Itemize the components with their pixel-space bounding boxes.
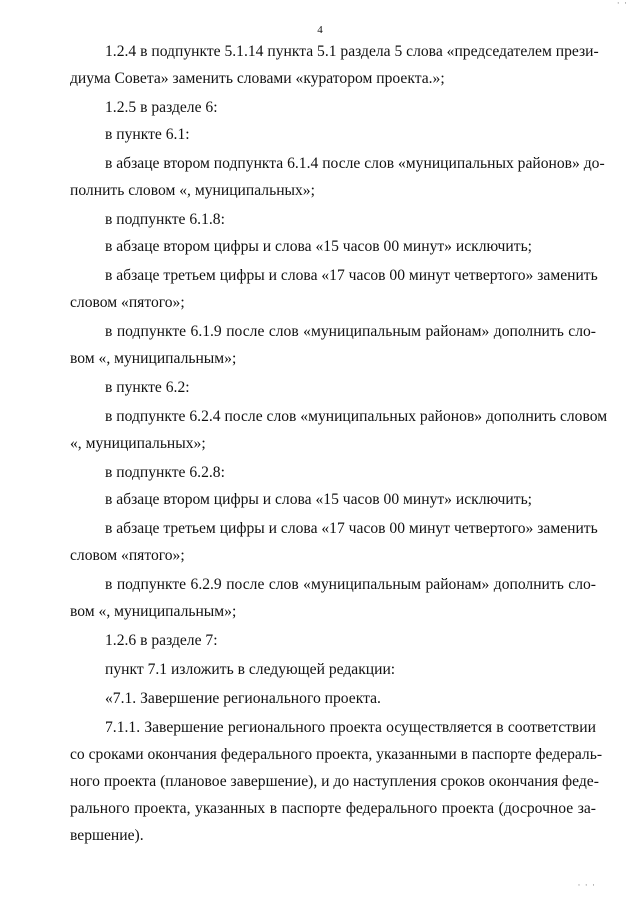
text-line: словом «пятого»; <box>70 547 185 564</box>
text-line: в пункте 6.2: <box>105 379 190 396</box>
text-line: со сроками окончания федерального проекта, указанными в паспорте федераль- <box>70 746 603 763</box>
text-line: рального проекта, указанных в паспорте федерального проекта (досрочное за- <box>70 800 596 817</box>
text-line: в абзаце втором подпункта 6.1.4 после слов «муниципальных районов» до- <box>105 155 605 172</box>
text-line: в абзаце третьем цифры и слова «17 часов 00 минут четвертого» заменить <box>105 520 598 537</box>
text-line: вершение). <box>70 827 144 844</box>
text-line: вом «, муниципальным»; <box>70 350 237 367</box>
text-line: в абзаце втором цифры и слова «15 часов 00 минут» исключить; <box>105 491 533 508</box>
text-line: ного проекта (плановое завершение), и до наступления сроков окончания феде- <box>70 773 599 790</box>
text-line: 1.2.6 в разделе 7: <box>105 632 218 649</box>
text-line: в подпункте 6.2.4 после слов «муниципальных районов» дополнить словом <box>105 408 608 425</box>
text-line: в абзаце втором цифры и слова «15 часов 00 минут» исключить; <box>105 238 533 255</box>
text-line: в подпункте 6.1.9 после слов «муниципальным районам» дополнить сло- <box>105 323 596 340</box>
text-line: «, муниципальных»; <box>70 435 206 452</box>
scan-mark-top: · · <box>616 0 628 8</box>
text-line: словом «пятого»; <box>70 294 185 311</box>
text-line: 7.1.1. Завершение регионального проекта осуществляется в соответствии <box>105 719 596 736</box>
document-body <box>70 38 608 849</box>
text-line: полнить словом «, муниципальных»; <box>70 182 315 199</box>
text-line: 1.2.5 в разделе 6: <box>105 99 218 116</box>
text-line: в подпункте 6.2.8: <box>105 464 225 481</box>
text-line: в пункте 6.1: <box>105 126 190 143</box>
text-line: вом «, муниципальным»; <box>70 603 237 620</box>
text-line: 1.2.4 в подпункте 5.1.14 пункта 5.1 раздела 5 слова «председателем прези- <box>105 43 599 60</box>
text-line: пункт 7.1 изложить в следующей редакции: <box>105 661 396 678</box>
text-line: в подпункте 6.1.8: <box>105 211 225 228</box>
page-number: 4 <box>317 24 323 36</box>
text-line: диума Совета» заменить словами «куратором проекта.»; <box>70 70 445 87</box>
scan-mark-bottom: · · · <box>577 880 596 890</box>
text-line: в абзаце третьем цифры и слова «17 часов 00 минут четвертого» заменить <box>105 267 598 284</box>
text-line: в подпункте 6.2.9 после слов «муниципальным районам» дополнить сло- <box>105 576 596 593</box>
text-line: «7.1. Завершение регионального проекта. <box>105 690 381 707</box>
